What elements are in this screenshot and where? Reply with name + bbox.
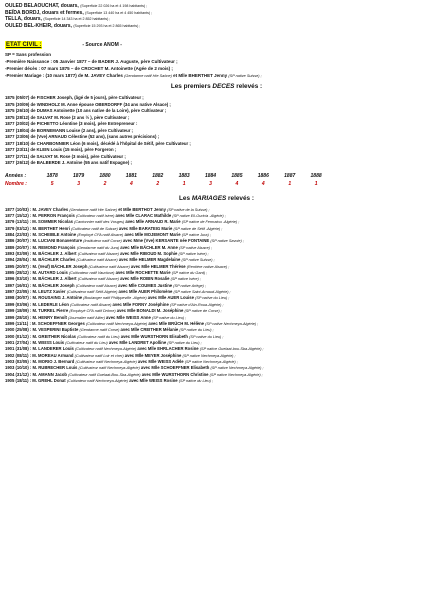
years-row <box>5 172 428 180</box>
region-place: OULED BEL-KHEIR, douars, <box>5 22 72 29</box>
region-place: BEÏDA BORDJ, douars et fermes, <box>5 9 84 16</box>
region-line <box>5 16 428 23</box>
deces-entry: 1877 (20/02) de PICHETTO Léontine (3 mois), père Entrepreneur : <box>5 121 138 127</box>
regions-list <box>5 3 428 29</box>
mariage-groom-info: (Gendarme natif Hte Saône) <box>69 207 118 212</box>
mariage-groom: 1895 (28/12) : M. AUTARD Louis <box>5 270 69 276</box>
nombre-row <box>5 180 428 188</box>
year-cell: 1881 <box>125 172 137 179</box>
mariage-bride: avec Mlle BONALDI M. Joséphine <box>115 308 185 314</box>
region-line <box>5 10 428 17</box>
mariage-bride-info: (SP native de Sétif -Algérie) ; <box>173 226 223 231</box>
mariage-bride-info: (SP native Alsace) ; <box>179 245 213 250</box>
deces-entry: 1875 (28/12) de SALVAT M. Rose (2 ans ½ ), père Cultivateur ; <box>5 114 130 120</box>
mariage-groom-info: (Cultivateur natif de Suisse) <box>71 226 118 231</box>
nombre-cell: 3 <box>77 180 80 187</box>
mariage-groom: 1895 (20/07) : M. (Veuf) BÄCHLER Joseph <box>5 263 89 269</box>
first-birth: -Première Naissance : 05 Janvier 1877 – de BADER J. Auguste, père Cultivateur ; <box>5 59 178 65</box>
mariage-groom: 1893 (02/09) : M. BÄCHLER J. Albert <box>5 251 78 257</box>
mariage-bride: avec Mlle BÄCHLER M. Anne <box>119 244 179 250</box>
deces-entry: 1877 (26/12) de BALBERDE J. Antoine (55 ans natif Espagne) ; <box>5 160 132 166</box>
nombre-cell: 4 <box>235 180 239 187</box>
mariage-groom-info: (Gendarme natif Corse) <box>79 328 120 333</box>
mariage-groom-info: (Cultivateur natif Alsace) <box>77 252 119 257</box>
mariage-entry <box>5 378 428 384</box>
mariage-groom: 1886 (30/07) : M. LUCIANI Bonaventure <box>5 238 84 244</box>
year-cell: 1878 <box>46 172 58 179</box>
mariage-groom-info: (Cultivateur natif Nechmeya-Algérie) <box>66 378 129 383</box>
mariage-bride: avec Mlle WEISS Adèle <box>136 358 185 364</box>
year-cell: 1884 <box>204 172 217 179</box>
mariage-groom: 1894 (28/04) : M. BÄCHLER Charles <box>5 257 77 263</box>
mariage-bride: avec Mlle HELMER Thérèse <box>129 263 187 269</box>
mariage-bride: avec Mlle WEISS Rosine <box>128 377 179 383</box>
nombre-label: Nombre : <box>5 180 27 187</box>
mariage-bride-info: (SP native d'Ain-Roua-Algérie) ; <box>169 302 224 307</box>
nombre-cell: 1 <box>288 180 292 187</box>
deces-section-title: Les premiers DECES relevés : <box>170 83 263 91</box>
region-line <box>5 3 428 10</box>
mariage-bride: avec Mlle WURSTHORN Elisabeth <box>119 333 190 339</box>
mariage-bride: avec Mlle BARATEIG Marie <box>117 225 174 231</box>
deces-entry: 1875 (05/07) de FISCHER Joseph, (âgé de 5 jours), père Cultivateur ; <box>5 95 144 101</box>
mariage-bride: avec Mlle BRÜCH M. Hélène <box>147 320 206 326</box>
year-cell: 1882 <box>152 172 164 179</box>
mariage-groom: 1899 (18/09) : M. TURREL Pierre <box>5 308 70 314</box>
mariage-bride-info: (SP native Isère) ; <box>178 252 209 257</box>
region-note: (Superficie 14 343 ha et 2 852 habitants) ; <box>43 17 111 22</box>
deces-entry: 1877 (27/11) de SALVAT M. Rose (3 mois), père Cultivateur ; <box>5 153 126 159</box>
mariage-groom-info: (Cultivateur natif Alsace) <box>75 283 117 288</box>
mariage-groom-info: (Cultivateur natif Loir et cher) <box>74 353 124 358</box>
mariage-groom-info: (Cultivateur natif Alsace) <box>77 277 119 282</box>
mariage-bride-info: (SP native du Lieu) ; <box>178 378 214 383</box>
mariage-bride-info: (SP native de la Suisse) ; <box>167 207 210 212</box>
mariage-bride: avec Mlle MOJEMONT Marie <box>123 232 182 238</box>
mariage-bride: et Mlle BERTHOT Jenny <box>117 206 168 212</box>
years-table <box>5 172 428 188</box>
mariage-groom: 1879 (03/12) : M. BERTHET Henri <box>5 225 72 231</box>
mariage-groom: 1899 (11/11) : M. SCHOEFFNER Georges <box>5 320 86 326</box>
mariage-groom: 1898 (30/07) : M. ROUSAING J. Antoine <box>5 295 84 301</box>
year-cell: 1879 <box>73 172 85 179</box>
mariage-bride-info: (SP native Guelaat-bou-Sba-Algérie) ; <box>199 347 264 352</box>
mariage-bride: avec Mlle COUMES Justine <box>116 282 174 288</box>
nombre-cell: 1 <box>182 180 186 187</box>
nombre-cell: 3 <box>209 180 212 187</box>
mariage-bride: avec Mlle ROCHETTE Marie <box>114 270 172 276</box>
mariage-bride-info: (SP native du Lieu) ; <box>167 340 202 345</box>
mariage-groom-info: (Cultivateur natif Nechmeya-Algérie) <box>86 321 148 326</box>
mariage-bride: avec Mlle MEYER Joséphine <box>123 352 183 358</box>
mariage-bride-info: (SP native Saint-Arnaud-Algérie) ; <box>173 290 231 295</box>
mariage-bride: avec Mlle EHRLACHER Rosine <box>136 346 200 352</box>
deces-entry: 1877 (23/06) de (Vve) ARNAUD Célestine (52 ans), (sans autres précisions) ; <box>5 134 160 140</box>
deces-entry: 1877 (23/11) de KLEIN Louis (15 mois), père Forgeron ; <box>5 147 117 153</box>
mariage-bride: avec Mlle FORNY Joséphine <box>111 301 170 307</box>
mariage-groom-info: (Cultivateur natif du Lieu) <box>77 334 120 339</box>
mariage-groom: 1899 (28/10) : M. HENRY Benoît <box>5 314 69 320</box>
years-label: Années : <box>5 172 27 179</box>
mariage-bride: avec Mlle WEISS Anne <box>104 314 152 320</box>
year-cell: 1885 <box>231 172 243 179</box>
mariage-groom-info: (Cultivateur natif Guelaat-Bou-Sba-Algérie) <box>68 372 141 377</box>
mariage-groom: 1897 (16/01) : M. BÄCHLER Joseph <box>5 282 76 288</box>
deces-entry: 1877 (18/10) de CHARBONNIER Léon (6 mois), décédé à l'hôpital de Sétif, père Cultivateur ; <box>5 140 191 146</box>
year-cell: 1880 <box>99 172 111 179</box>
mariage-bride-info: (SP native Savoie) ; <box>210 239 244 244</box>
nombre-cell: 4 <box>129 180 133 187</box>
mariage-groom-info: (Employé CFA natif Drôme) <box>69 309 116 314</box>
deces-entry: 1875 (26/10) de DUMAS Antoinette (10 ans native de la Loire), père Cultivateur ; <box>5 108 167 114</box>
mariage-bride-info: (SP native Nechmeya-Algérie) ; <box>209 372 263 377</box>
mariage-groom: 1900 (01/12) : M. GREITHER Nicolas <box>5 333 78 339</box>
mariage-bride: avec Mme (Vve) KERSANTE née FONTAINE <box>121 238 211 244</box>
mariage-bride-info: (SP native de Corse) ; <box>184 309 222 314</box>
region-line <box>5 23 428 30</box>
mariage-bride-info: (SP native Jura) ; <box>181 233 211 238</box>
mariage-bride-info: (Rentière native Alsace) ; <box>186 264 230 269</box>
nombre-cell: 5 <box>50 180 54 187</box>
mariage-groom-info: (Employé CFA natif Alsace) <box>77 233 124 238</box>
mariage-groom: 1904 (31/12) : M. AMANN Jacob <box>5 371 69 377</box>
nombre-cell: 4 <box>261 180 265 187</box>
year-cell: 1888 <box>310 172 322 179</box>
deces-entry: 1877 (18/04) de BORNEMANN Louise (2 ans), père Cultivateur ; <box>5 127 133 133</box>
mariage-bride-info: (SP native du Gard) ; <box>171 271 208 276</box>
mariage-bride-info: (SP native Nechmeya-Algérie) ; <box>184 359 238 364</box>
first-marriage: -Premier Mariage : (10 mars 1877) de M. JAVEY Charles (Gendarme natif Hte Saône) et Mlle BHERTHET Jenny (SP native Suisse) ; <box>5 72 262 78</box>
deces-list <box>5 95 428 167</box>
first-events <box>5 59 428 79</box>
mariage-bride: avec Mlle LANDRET Apolline <box>107 339 168 345</box>
mariage-bride-info: (SP native Suisse) ; <box>181 258 215 263</box>
mariage-groom: 1901 (27/04) : M. WEISS Louis <box>5 339 66 345</box>
mariage-bride: avec Mlle SCHOEFFNER Elisabeth <box>139 365 211 371</box>
region-note: (Superficie 22 026 ha et 4 198 habitants) ; <box>80 4 148 8</box>
mariage-groom: 1877 (15/12) : M. PERRON François <box>5 213 76 218</box>
mariages-list <box>5 207 428 385</box>
mariage-bride: avec Mlle AUER Philomène <box>117 289 174 295</box>
mariage-groom-info: (Cultivateur natif du Lieu) <box>65 340 108 345</box>
mariage-groom-info: (Instituteur natif Corse) <box>83 239 122 244</box>
year-cell: 1886 <box>257 172 269 179</box>
year-cell: 1887 <box>284 172 296 179</box>
mariage-groom-info: (Gendarme natif du Jura) <box>76 245 120 250</box>
mariage-bride-info: (SP native Nechmeya-Algérie) ; <box>182 353 236 358</box>
mariage-groom: 1903 (10/10) : M. RUBRECHER Louis <box>5 365 79 371</box>
region-place: TELLA, douars, <box>5 16 42 23</box>
mariage-bride-info: (SP native Ell-Ouricia -Algérie) ; <box>172 214 226 218</box>
mariage-bride-info: (SP native du Lieu) ; <box>195 296 230 301</box>
mariage-bride-info: (SP native Nechmeya-Algérie) ; <box>210 366 264 371</box>
mariage-bride-info: (SP native Ariège) ; <box>173 283 206 288</box>
mariage-bride-info: (SP native de Fermatou -Algérie) ; <box>181 220 240 225</box>
nombre-cell: 2 <box>156 180 160 187</box>
mariage-groom-info: (Journalier natif Allier) <box>68 315 105 320</box>
mariage-groom-info: (Boulanger natif Philippeville -Algérie) <box>83 296 147 301</box>
mariage-groom: 1884 (22/03) : M. SCHEIBLE Antoine <box>5 232 78 238</box>
mariage-groom: 1900 (25/08) : M. VESPERINI Baptiste <box>5 327 80 333</box>
mariage-groom-info: (Cultivateur natif Alsace) <box>88 264 130 269</box>
mariage-bride: avec Mlle HELMER Magdelaine <box>117 257 182 263</box>
mariage-groom-info: (Cultivateur natif Isère) <box>75 214 115 218</box>
mariage-bride: avec Mlle RIBOUD M. Sophie <box>118 251 179 257</box>
year-cell: 1883 <box>178 172 190 179</box>
mariage-groom: 1879 (13/11) : M. SOMMER Nicolas <box>5 219 75 225</box>
region-note: (Superficie 15 293 ha et 2 865 habitants) ; <box>73 23 141 28</box>
etat-civil-header <box>5 41 428 49</box>
mariage-groom: 1889 (20/07) : M. REMOND François <box>5 244 77 250</box>
mariage-groom-info: (Cultivateur natif Vaucluse) <box>69 271 115 276</box>
mariage-bride: avec Mlle AUER Louise <box>146 295 196 301</box>
deces-entry: 1875 (30/09) de WINDHOLZ M. Anne épouse OBERDORFF (34 ans native Alsace) ; <box>5 101 171 107</box>
mariage-groom: 1902 (08/11) : M. MOREAU Armand <box>5 352 75 358</box>
first-death: -Premier décès : 07 mars 1875 – de CROCHET M. Antoinette (Agée de 2 mois) ; <box>5 65 173 71</box>
mariage-groom-info: (Cultivateur natif Nechmeya-Algérie) <box>75 347 137 352</box>
mariage-groom: 1903 (02/05) : M. MORIO J. Bernard <box>5 358 76 364</box>
source-label: - Source ANOM - <box>82 42 122 49</box>
mariage-bride: avec Mlle ROBIN Rosalie <box>118 276 171 282</box>
mariage-bride-info: (SP native du Lieu) ; <box>179 328 214 333</box>
region-note: (Superficie 13 440 ha et 4 450 habitants) ; <box>85 10 153 15</box>
mariage-groom-info: (Cultivateur natif Sétif-Algérie) <box>66 290 118 295</box>
mariage-groom: 1899 (03/06) : M. LEDERLE Léon <box>5 301 71 307</box>
sp-note: SP = Sans profession <box>5 52 52 58</box>
mariage-bride-info: (SP native du Lieu) ; <box>151 315 187 320</box>
mariage-bride: avec Mlle WURSTHORN Christine <box>140 371 210 377</box>
mariage-bride-info: (SP native Isère) ; <box>170 277 201 282</box>
mariage-bride: avec Mlle CREITHER Mélanie <box>119 327 180 333</box>
mariage-groom-info: (Cultivateur natif Alsace) <box>70 302 112 307</box>
mariage-groom-info: (Cantonnier natif des Vosges) <box>74 220 125 225</box>
mariage-bride: avec Mlle ARNAUD R. Marie <box>124 219 182 225</box>
mariage-bride-info: (SP native Nechmeya-Algérie) ; <box>205 321 259 326</box>
mariages-section-title: Les MARIAGES relevés : <box>179 194 254 202</box>
nombre-cell: 1 <box>314 180 318 187</box>
mariage-groom: 1897 (22/05) : M. LEUTZ Xavier <box>5 289 67 295</box>
mariage-groom-info: (Cultivateur natif Nechmeya-Algérie) <box>78 366 140 371</box>
mariage-groom: 1877 (10/03) : M. JAVEY Charles <box>5 206 70 212</box>
mariage-bride: avec Mlle CLARAC Mathilde <box>114 213 173 218</box>
mariage-groom-info: (Cultivateur natif Alsace) <box>76 258 118 263</box>
region-place: OULED BELAOUCHAT, douars, <box>5 3 79 9</box>
mariage-groom-info: (Cultivateur natif Nechmeya-Algérie) <box>75 359 137 364</box>
mariage-groom: 1905 (18/11) : M. GREHL Donat <box>5 377 67 383</box>
nombre-cell: 2 <box>103 180 107 187</box>
mariage-groom: 1901 (31/08) : M. LANDERER Louis <box>5 346 76 352</box>
mariage-groom: 1896 (03/10) : M. BÄCHLER J. Albert <box>5 276 78 282</box>
mariage-bride-info: (SP native du Lieu) ; <box>189 334 224 339</box>
etat-civil-label: ETAT CIVIL : <box>6 42 42 49</box>
